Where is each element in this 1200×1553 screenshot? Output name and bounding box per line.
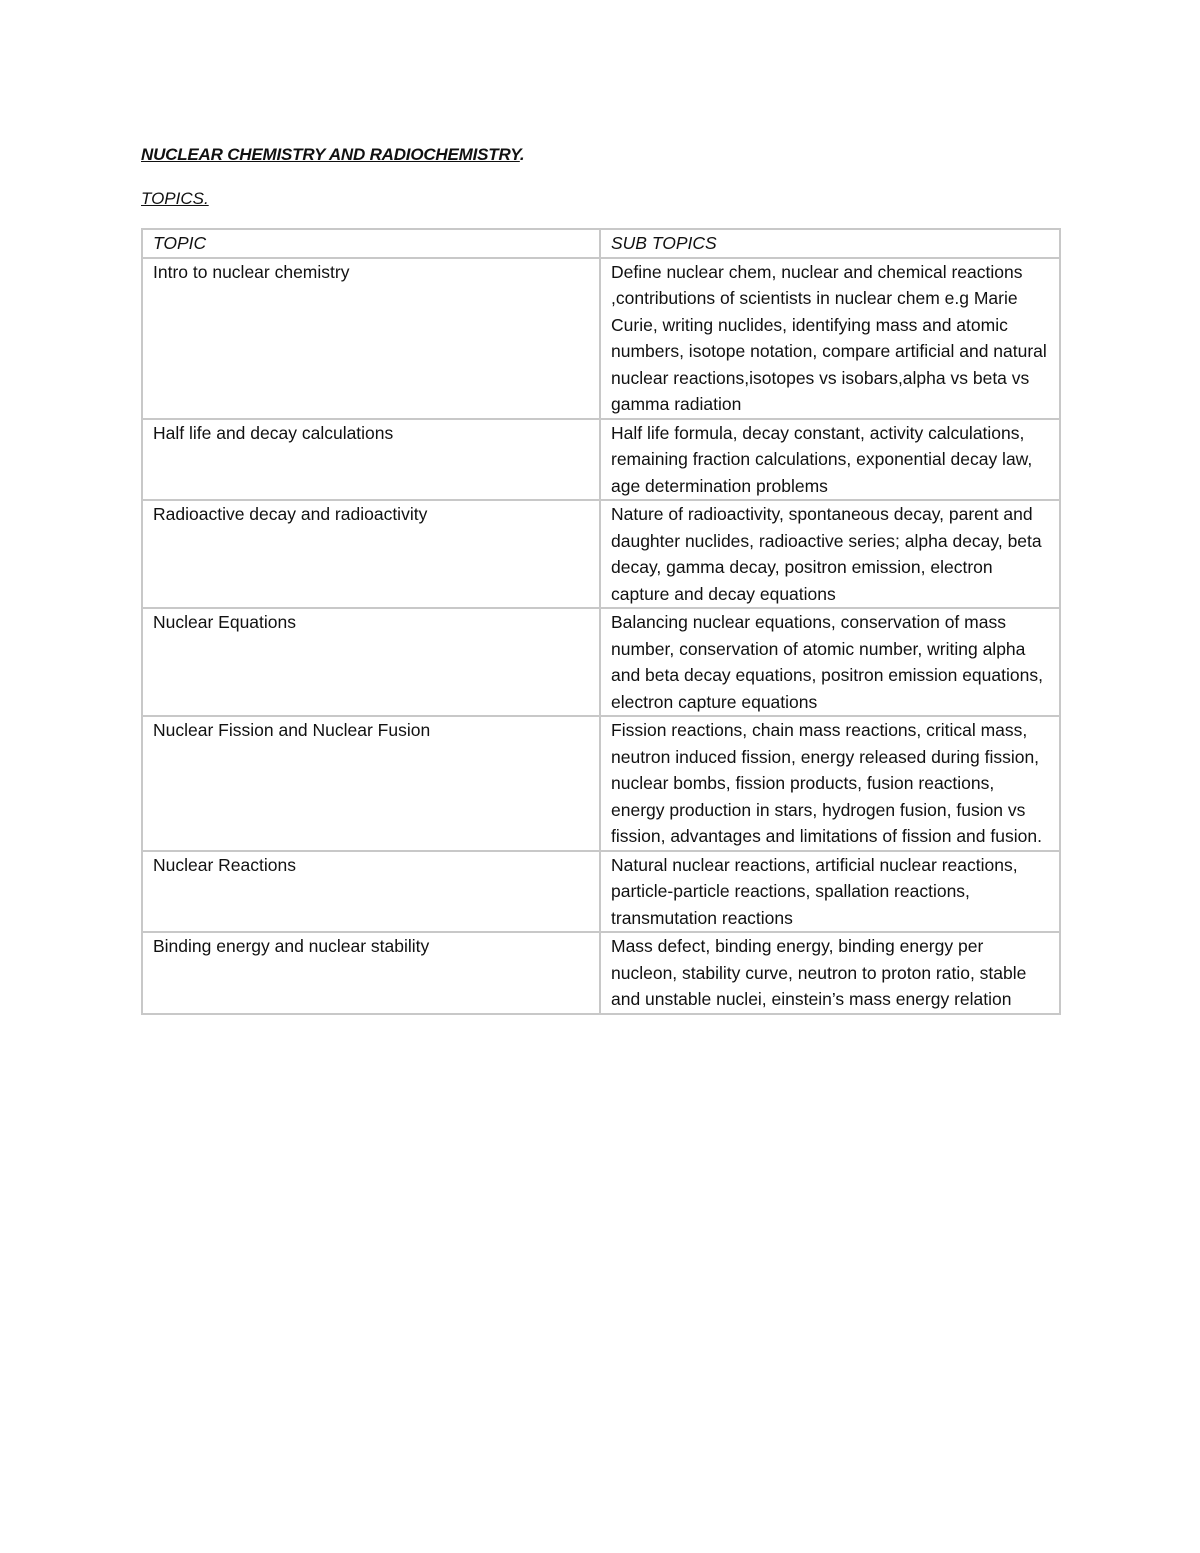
document-title-period: . (519, 145, 525, 164)
topic-cell: Nuclear Fission and Nuclear Fusion (142, 716, 600, 851)
topic-cell: Nuclear Equations (142, 608, 600, 716)
subtopics-cell: Fission reactions, chain mass reactions, critical mass, neutron induced fission, energy released during fission, nuclear bombs, fission products, fusion reactions, energy production in stars, hydrogen fusion, fusion vs fission, advantages and limitations of fission and fusion. (600, 716, 1060, 851)
subtopics-cell: Half life formula, decay constant, activity calculations, remaining fraction calculations, exponential decay law, age determination problems (600, 419, 1060, 501)
subtopics-cell: Balancing nuclear equations, conservation of mass number, conservation of atomic number, writing alpha and beta decay equations, positron emission equations, electron capture equations (600, 608, 1060, 716)
topics-table (141, 228, 1061, 1015)
document-title-text: NUCLEAR CHEMISTRY AND RADIOCHEMISTRY (141, 145, 520, 164)
topic-cell: Intro to nuclear chemistry (142, 258, 600, 419)
table-row (142, 716, 1060, 851)
topic-cell: Nuclear Reactions (142, 851, 600, 933)
table-row (142, 419, 1060, 501)
table-row (142, 608, 1060, 716)
header-subtopics: SUB TOPICS (600, 229, 1060, 258)
subtopics-cell: Natural nuclear reactions, artificial nuclear reactions, particle-particle reactions, spallation reactions, transmutation reactions (600, 851, 1060, 933)
section-heading: TOPICS. (141, 189, 209, 208)
subtopics-cell: Mass defect, binding energy, binding energy per nucleon, stability curve, neutron to proton ratio, stable and unstable nuclei, einstein’s mass energy relation (600, 932, 1060, 1014)
topic-cell: Half life and decay calculations (142, 419, 600, 501)
document-title (141, 145, 524, 165)
table-header-row (142, 229, 1060, 258)
subtopics-cell: Define nuclear chem, nuclear and chemical reactions ,contributions of scientists in nuclear chem e.g Marie Curie, writing nuclides, identifying mass and atomic numbers, isotope notation, compare artificial and natural nuclear reactions,isotopes vs isobars,alpha vs beta vs gamma radiation (600, 258, 1060, 419)
table-row (142, 851, 1060, 933)
subtopics-cell: Nature of radioactivity, spontaneous decay, parent and daughter nuclides, radioactive series; alpha decay, beta decay, gamma decay, positron emission, electron capture and decay equations (600, 500, 1060, 608)
table-row (142, 258, 1060, 419)
table-row (142, 932, 1060, 1014)
header-topic: TOPIC (142, 229, 600, 258)
table-row (142, 500, 1060, 608)
topic-cell: Binding energy and nuclear stability (142, 932, 600, 1014)
topic-cell: Radioactive decay and radioactivity (142, 500, 600, 608)
